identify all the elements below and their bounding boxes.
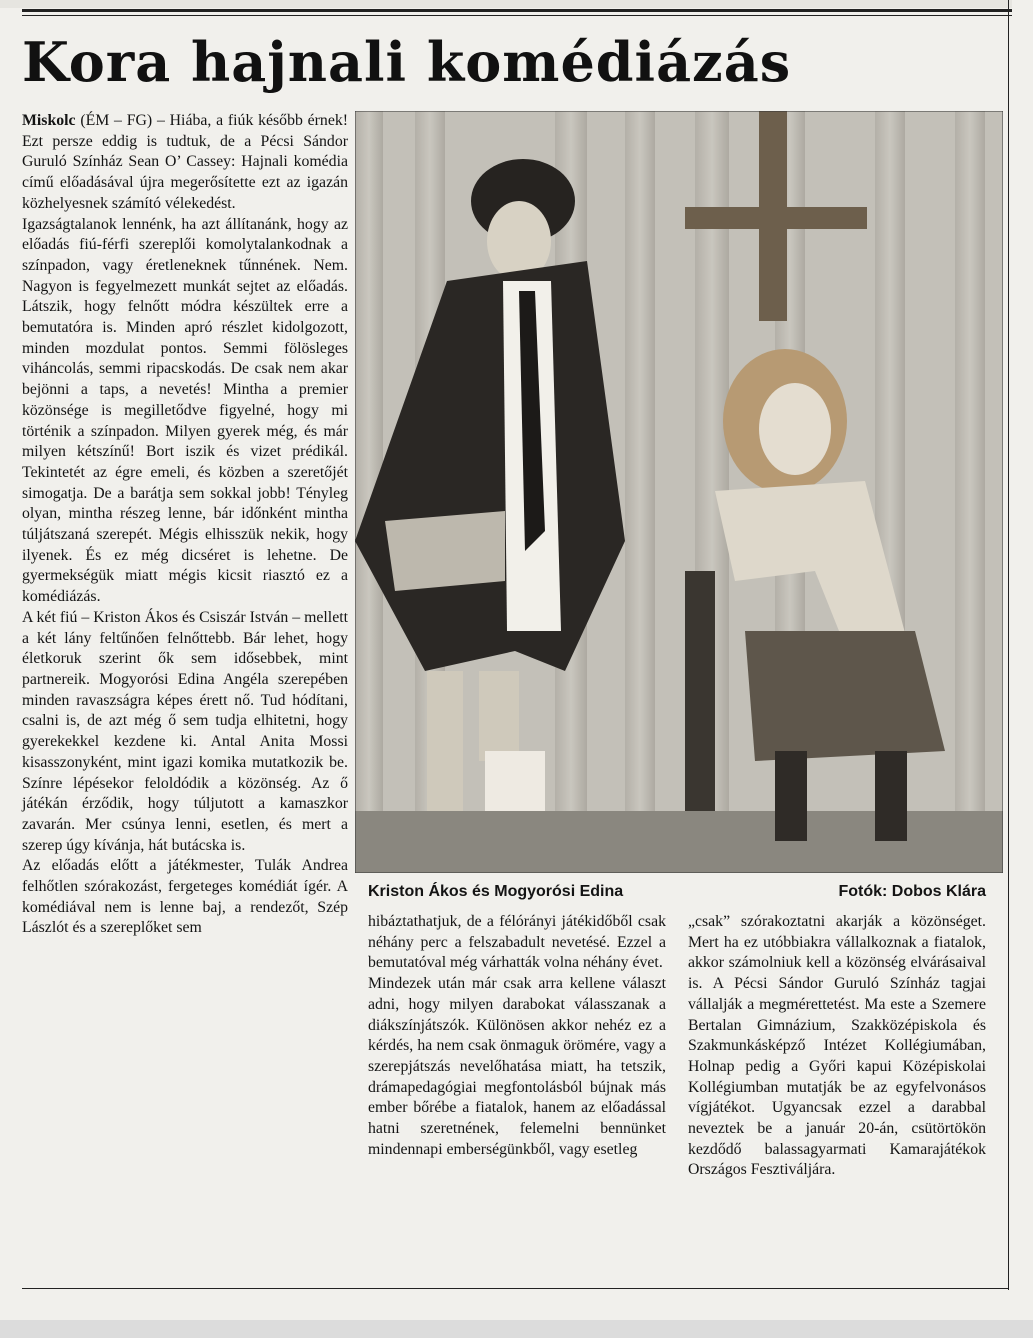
caption-names: Kriston Ákos és Mogyorósi Edina xyxy=(368,883,624,900)
article-column-3 xyxy=(688,912,986,1181)
cross-beam xyxy=(685,207,867,229)
bottom-rule xyxy=(22,1288,1008,1289)
top-margin-strip xyxy=(0,0,1012,8)
top-thin-rule xyxy=(22,15,1012,16)
top-rule xyxy=(22,9,1012,12)
paragraph: Igazságtalanok lennénk, ha azt állítanánk, hogy az előadás fiú-férfi szereplői komolytalankodnak a színpadon, vagy éretleneknek tűnnének. Nem. Nagyon is fegyelmezett munkát sejtet az előadás. Látszik, hogy felnőtt módra készültek erre a bemutatóra is. Minden apró részlet kidolgozott, minden mozdulat pontos. Semmi fölösleges viháncolás, semmi ripacskodás. De csak nem akar bejönni a taps, a nevetés! Mintha a premier közönsége is megilletődve figyelné, hogy mi történik a színpadon. Milyen gyerek még, és már milyen kétszínű! Bort iszik és vizet prédikál. Tekintetét az égre emeli, és közben a szeretőjét simogatja. De a barátja sem sokkal jobb! Tényleg olyan, mintha részeg lenne, bár időnként mintha túljátszaná szerepét. Mégis elhisszük nekik, hogy ilyenek. És ez még dicséret is lehetne. De gyermekségük miatt mégis kicsit riasztó ez a komédiázás. xyxy=(22,215,348,606)
dateline: Miskolc xyxy=(22,112,76,129)
lead-paragraph xyxy=(22,111,348,215)
paragraph: A két fiú – Kriston Ákos és Csiszár István – mellett a két lány feltűnően felnőttebb. Bár lehet, hogy életkoruk szerint ők sem idősebbek, mint partnereik. Mogyorósi Edina Angéla szerepében minden ravaszságra képes érett nő. Tud hódítani, csalni is, de azt még ő sem tudja elhitetni, hogy gyerekekkel kezdene ki. Antal Anita Mossi kisasszonyként, mint igazi komika mutatkozik be. Színre lépésekor feloldódik a közönség. Az ő játékán érződik, hogy túljutott a kamaszkor zavarán. Mer csúnya lenni, esetlen, és mert a szerep úgy kívánja, hát butácska is. xyxy=(22,608,348,854)
stage-photo xyxy=(355,111,1003,873)
article-headline: Kora hajnali komédiázás xyxy=(22,30,792,94)
paragraph: hibáztathatjuk, de a félórányi játékidőből csak néhány perc a felszabadult nevetésé. Ezzel a bemutatóval még várhatták volna néhány évet. xyxy=(368,913,666,972)
article-column-2 xyxy=(368,912,666,1160)
paragraph: Az előadás előtt a játékmester, Tulák Andrea felhőtlen szórakozást, fergeteges komédiát ígér. A komédiával nem is lenne baj, a rendezőt, Szép Lászlót és a szereplőket sem xyxy=(22,857,348,937)
lead-text: (ÉM – FG) – Hiába, a fiúk később érnek! Ezt persze eddig is tudtuk, de a Pécsi Sándor Guruló Színház Sean O’ Cassey: Hajnali komédia című előadásával újra megerősítette ezt az igazán közhelyesnek számító vélekedést. xyxy=(22,112,348,212)
caption-photo-credit: Fotók: Dobos Klára xyxy=(838,883,986,900)
adjacent-column-fragment xyxy=(1012,0,1033,1320)
stage-photo-illustration xyxy=(355,111,1003,873)
paragraph: „csak” szórakoztatni akarják a közönséget. Mert ha ez utóbbiakra vállalkoznak a fiatalok, akkor számolniuk kell a közönség elvárásaival is. A Pécsi Sándor Guruló Színház tagjai vállalják a megmérettetést. Ma este a Szemere Bertalan Gimnázium, Szakközépiskola és Szakmunkásképző Intézet Kollégiumában, Holnap pedig a Győri kapui Középiskolai Kollégiumban mutatják be az egyfelvonásos vígjátékot. Ugyancsak ezzel a darabbal neveztek be a január 20-án, csütörtökön kezdődő balassagyarmati Kamarajátékok Országos Fesztiváljára. xyxy=(688,913,986,1179)
column-divider-right xyxy=(1008,0,1009,1290)
paragraph: Mindezek után már csak arra kellene választ adni, hogy milyen darabokat válasszanak a diákszínjátszók. Különösen akkor nehéz ez a kérdés, ha nem csak önmaguk örömére, vagy a szerepjátszás nevelőhatása miatt, ha tetszik, drámapedagógiai megfontolásból bújnak más ember bőrébe a fiatalok, hanem az előadással hatni szeretnének, felemelni bennünket mindennapi emberségünkből, vagy esetleg xyxy=(368,975,666,1158)
article-column-1 xyxy=(22,111,348,939)
photo-caption xyxy=(368,880,986,904)
